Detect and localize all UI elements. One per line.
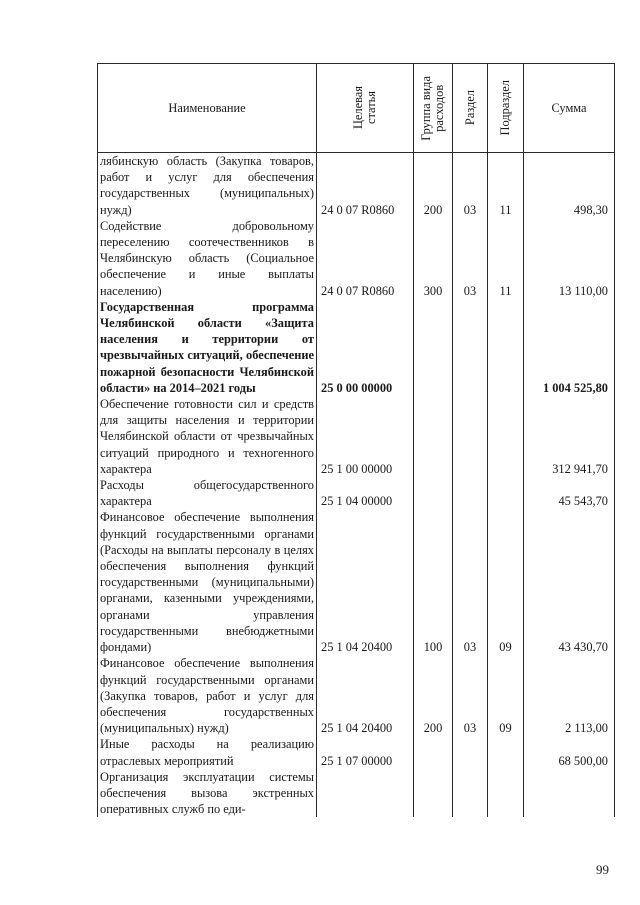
- row-section: [453, 299, 488, 396]
- row-section: [453, 736, 488, 768]
- row-section: 03: [453, 218, 488, 299]
- row-sum: [524, 769, 615, 818]
- row-article: 25 1 04 20400: [317, 655, 414, 736]
- row-article: 24 0 07 R0860: [317, 153, 414, 218]
- row-group: [414, 396, 453, 477]
- row-subsection: [488, 736, 524, 768]
- row-name: Обеспечение готовности сил и средств для защиты населения и территории Челябинской области от чрезвычайных ситуаций природного и техногенного характера: [98, 396, 317, 477]
- row-group: 200: [414, 655, 453, 736]
- header-article: [317, 64, 414, 153]
- table-row: [98, 218, 615, 299]
- row-subsection: 11: [488, 153, 524, 218]
- row-name: Иные расходы на реализацию отраслевых мероприятий: [98, 736, 317, 768]
- row-subsection: 09: [488, 509, 524, 655]
- table-row: [98, 736, 615, 768]
- row-article: 25 1 04 20400: [317, 509, 414, 655]
- row-sum: 68 500,00: [524, 736, 615, 768]
- row-section: 03: [453, 153, 488, 218]
- row-name: Финансовое обеспечение выполнения функций государственными органами (Закупка товаров, работ и услуг для обеспечения государственных (муниципальных) нужд): [98, 655, 317, 736]
- row-section: 03: [453, 509, 488, 655]
- header-group: [414, 64, 453, 153]
- row-section: [453, 769, 488, 818]
- row-section: [453, 477, 488, 509]
- row-section: [453, 396, 488, 477]
- row-subsection: [488, 396, 524, 477]
- row-group: [414, 736, 453, 768]
- row-subsection: [488, 477, 524, 509]
- row-article: 25 1 04 00000: [317, 477, 414, 509]
- row-sum: 312 941,70: [524, 396, 615, 477]
- row-group: 200: [414, 153, 453, 218]
- row-name: лябинскую область (Закупка товаров, работ и услуг для обеспечения государственных (муниципальных) нужд): [98, 153, 317, 218]
- row-name: Государственная программа Челябинской области «Защита населения и территории от чрезвычайных ситуаций, обеспечение пожарной безопасности Челябинской области» на 2014–2021 годы: [98, 299, 317, 396]
- row-sum: 43 430,70: [524, 509, 615, 655]
- row-group: [414, 477, 453, 509]
- table-row: [98, 477, 615, 509]
- table-row: [98, 509, 615, 655]
- row-name: Содействие добровольному переселению соотечественников в Челябинскую область (Социальное обеспечение и иные выплаты населению): [98, 218, 317, 299]
- header-name: Наименование: [98, 64, 317, 153]
- row-sum: 1 004 525,80: [524, 299, 615, 396]
- header-group-label: Группа вида расходов: [419, 75, 446, 141]
- row-sum: 2 113,00: [524, 655, 615, 736]
- header-sum: Сумма: [524, 64, 615, 153]
- table-row: [98, 769, 615, 818]
- row-subsection: [488, 769, 524, 818]
- row-group: 300: [414, 218, 453, 299]
- row-subsection: [488, 299, 524, 396]
- row-subsection: 11: [488, 218, 524, 299]
- row-section: 03: [453, 655, 488, 736]
- row-sum: 498,30: [524, 153, 615, 218]
- page-number: 99: [596, 862, 609, 877]
- row-article: 25 1 07 00000: [317, 736, 414, 768]
- row-article: 25 0 00 00000: [317, 299, 414, 396]
- table-row-program: [98, 299, 615, 396]
- row-sum: 13 110,00: [524, 218, 615, 299]
- table-row: [98, 396, 615, 477]
- row-subsection: 09: [488, 655, 524, 736]
- row-article: 24 0 07 R0860: [317, 218, 414, 299]
- row-article: 25 1 00 00000: [317, 396, 414, 477]
- row-name: Организация эксплуатации системы обеспечения вызова экстренных оперативных служб по еди-: [98, 769, 317, 818]
- row-sum: 45 543,70: [524, 477, 615, 509]
- header-section: [453, 64, 488, 153]
- row-article: [317, 769, 414, 818]
- table-row: [98, 153, 615, 218]
- row-name: Расходы общегосударственного характера: [98, 477, 317, 509]
- row-group: 100: [414, 509, 453, 655]
- row-name: Финансовое обеспечение выполнения функций государственными органами (Расходы на выплаты персоналу в целях обеспечения выполнения функций государственными (муниципальными) органами, казенными учреждениями, органами управления государственными внебюджетными фондами): [98, 509, 317, 655]
- table-row: [98, 655, 615, 736]
- header-section-label: Раздел: [462, 90, 477, 126]
- row-group: [414, 769, 453, 818]
- header-article-label: Целевая статья: [351, 86, 378, 130]
- budget-table: [97, 63, 615, 817]
- header-subsection: [488, 64, 524, 153]
- header-subsection-label: Подраздел: [498, 80, 512, 136]
- table-header-row: [98, 64, 615, 153]
- row-group: [414, 299, 453, 396]
